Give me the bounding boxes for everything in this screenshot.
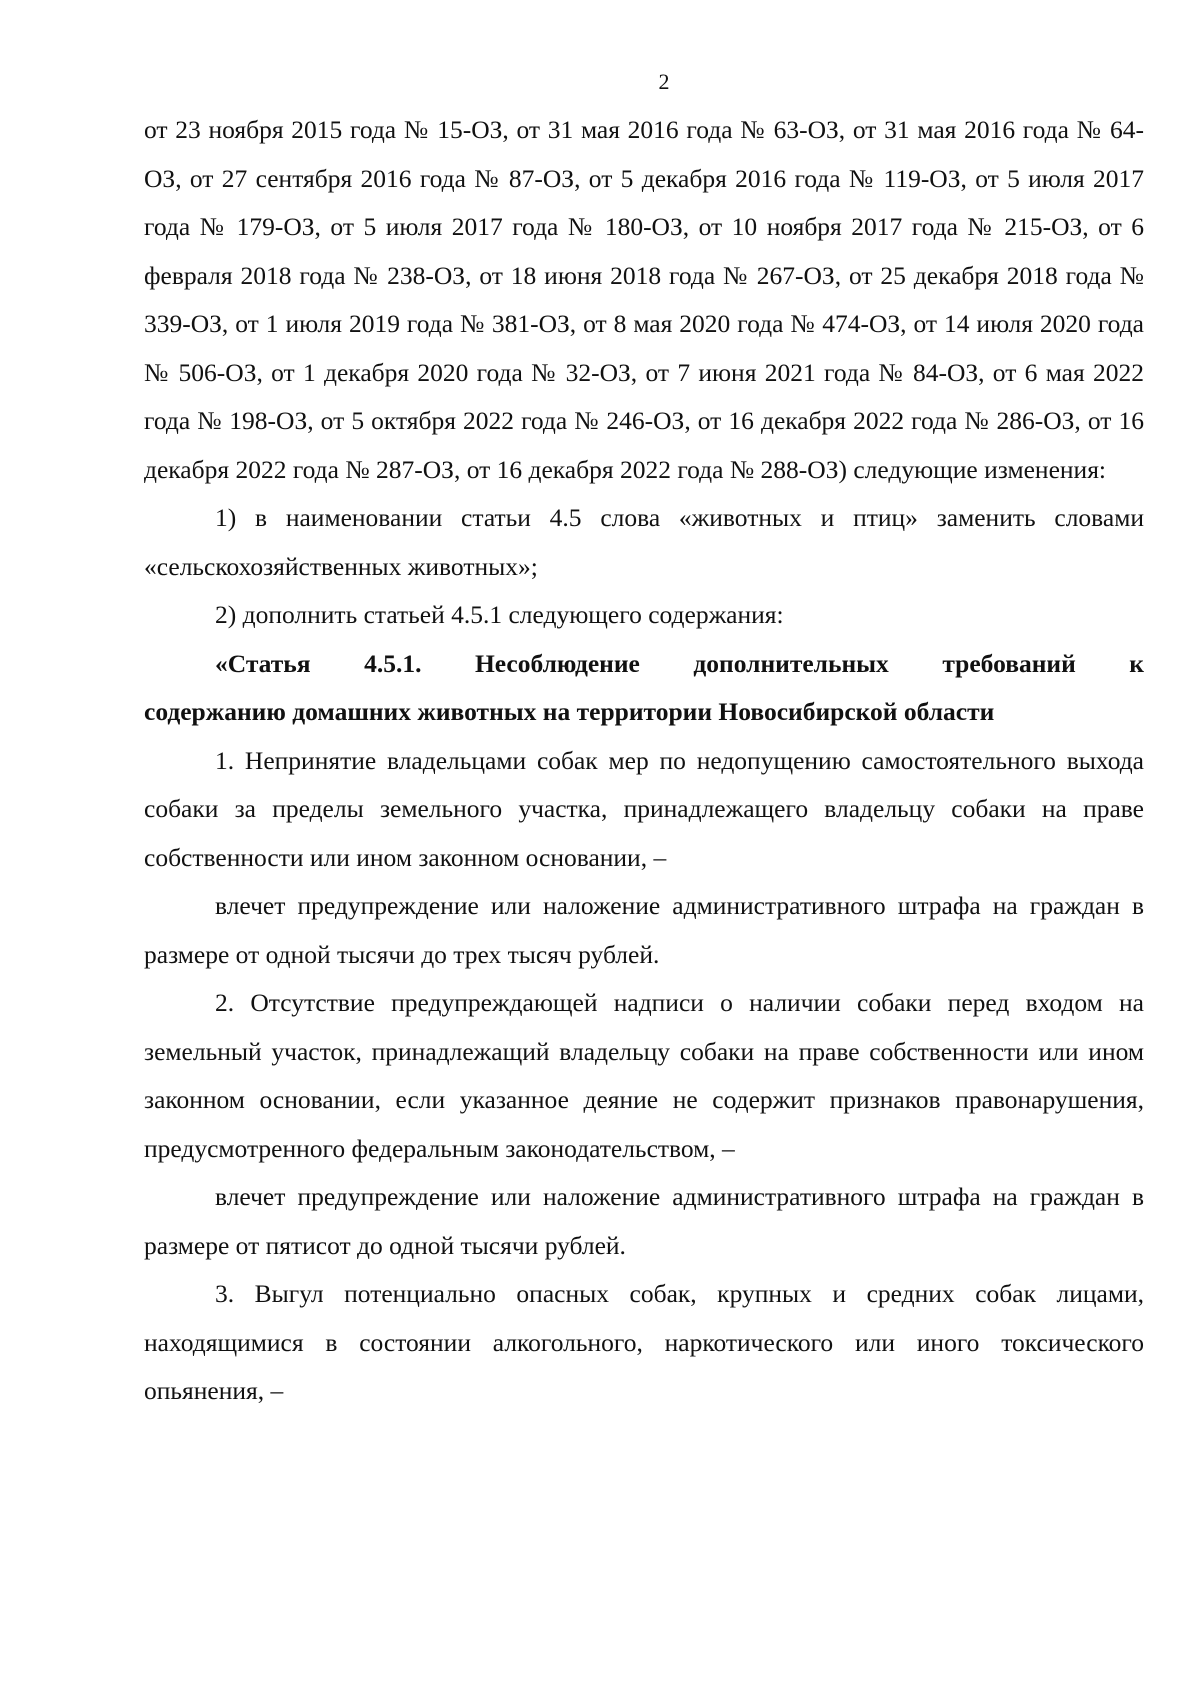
article-part-2-penalty: влечет предупреждение или наложение административного штрафа на граждан в размере от пятисот до одной тысячи рублей. [144, 1182, 1144, 1260]
article-heading-line2: содержанию домашних животных на территории Новосибирской области [144, 697, 995, 726]
article-part-3: 3. Выгул потенциально опасных собак, крупных и средних собак лицами, находящимися в состоянии алкогольного, наркотического или иного токсического опьянения, – [144, 1279, 1144, 1405]
article-part-1: 1. Непринятие владельцами собак мер по недопущению самостоятельного выхода собаки за пределы земельного участка, принадлежащего владельцу собаки на праве собственности или ином законном основании, – [144, 745, 1144, 872]
article-heading [144, 640, 1144, 737]
page-number: 2 [658, 69, 670, 94]
intro-paragraph: от 23 ноября 2015 года № 15-ОЗ, от 31 мая 2016 года № 63-ОЗ, от 31 мая 2016 года № 64-ОЗ, от 27 сентября 2016 года № 87-ОЗ, от 5 декабря 2016 года № 119-ОЗ, от 5 июля 2017 года № 179-ОЗ, от 5 июля 2017 года № 180-ОЗ, от 10 ноября 2017 года № 215-ОЗ, от 6 февраля 2018 года № 238-ОЗ, от 18 июня 2018 года № 267-ОЗ, от 25 декабря 2018 года № 339-ОЗ, от 1 июля 2019 года № 381-ОЗ, от 8 мая 2020 года № 474-ОЗ, от 14 июля 2020 года № 506-ОЗ, от 1 декабря 2020 года № 32-ОЗ, от 7 июня 2021 года № 84-ОЗ, от 6 мая 2022 года № 198-ОЗ, от 5 октября 2022 года № 246-ОЗ, от 16 декабря 2022 года № 286-ОЗ, от 16 декабря 2022 года № 287-ОЗ, от 16 декабря 2022 года № 288-ОЗ) следующие изменения: [144, 115, 1144, 484]
article-part-1-penalty: влечет предупреждение или наложение административного штрафа на граждан в размере от одной тысячи до трех тысяч рублей. [144, 891, 1144, 969]
article-heading-line1: «Статья 4.5.1. Несоблюдение дополнительных требований к [215, 648, 1144, 678]
amendment-1: 1) в наименовании статьи 4.5 слова «животных и птиц» заменить словами «сельскохозяйственных животных»; [144, 503, 1144, 581]
amendment-2: 2) дополнить статьей 4.5.1 следующего содержания: [215, 600, 784, 629]
article-part-2: 2. Отсутствие предупреждающей надписи о наличии собаки перед входом на земельный участок, принадлежащий владельцу собаки на праве собственности или ином законном основании, если указанное деяние не содержит признаков правонарушения, предусмотренного федеральным законодательством, – [144, 988, 1144, 1163]
document-page [144, 70, 1144, 1416]
